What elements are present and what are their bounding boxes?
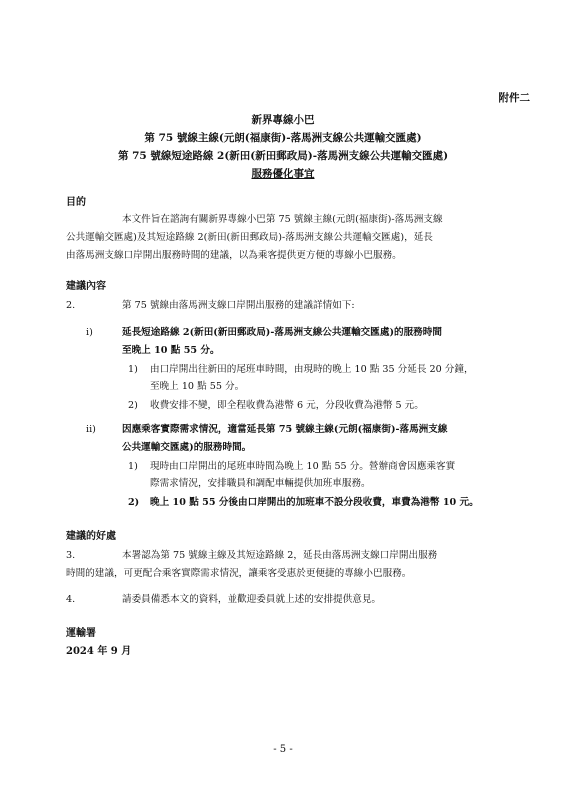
item-ii-2-text: 晚上 10 點 55 分後由口岸開出的加班車不設分段收費，車費為港幣 10 元。	[150, 497, 479, 508]
item-i-1-line-1: 由口岸開出往新田的尾班車時間，由現時的晚上 10 點 35 分延長 20 分鐘，	[150, 364, 474, 375]
item-i-line-2: 至晚上 10 點 55 分。	[122, 345, 220, 356]
signoff-department: 運輸署	[66, 628, 96, 639]
page-number: - 5 -	[273, 744, 293, 755]
item-i-line-1: 延長短途路線 2(新田(新田郵政局)-落馬洲支線公共運輸交匯處)的服務時間	[122, 327, 442, 338]
para-4-text: 請委員備悉本文的資料，並歡迎委員就上述的安排提供意見。	[122, 594, 382, 605]
para-3-line-2: 時間的建議，可更配合乘客實際需求情況，讓乘客受惠於更便捷的專線小巴服務。	[66, 568, 412, 579]
purpose-heading: 目的	[66, 197, 86, 208]
item-i-2-text: 收費安排不變，即全程收費為港幣 6 元，分段收費為港幣 5 元。	[150, 400, 424, 411]
title-line-1: 新界專線小巴	[251, 114, 315, 126]
item-i-number: i)	[86, 327, 93, 338]
item-i-1-line-2: 至晚上 10 點 55 分。	[150, 381, 245, 392]
para-4-number: 4.	[66, 594, 76, 605]
para-3-number: 3.	[66, 550, 76, 561]
annex-label: 附件二	[498, 92, 530, 104]
signoff-date: 2024 年 9 月	[66, 646, 132, 657]
item-ii-line-2: 公共運輸交匯處)的服務時間。	[122, 442, 252, 453]
item-i-2-number: 2)	[128, 400, 138, 411]
para-2-text: 第 75 號線由落馬洲支線口岸開出服務的建議詳情如下:	[122, 300, 355, 311]
item-ii-1-line-1: 現時由口岸開出的尾班車時間為晚上 10 點 55 分。營辦商會因應乘客實	[150, 461, 456, 472]
title-line-4	[0, 167, 566, 181]
item-ii-line-1: 因應乘客實際需求情況，適當延長第 75 號線主線(元朗(福康街)-落馬洲支線	[122, 424, 448, 435]
title-line-2: 第 75 號線主線(元朗(福康街)-落馬洲支線公共運輸交匯處)	[144, 132, 422, 144]
item-ii-2-number: 2)	[128, 497, 140, 508]
item-ii-1-line-2: 際需求情況，安排職員和調配車輛提供加班車服務。	[150, 478, 371, 489]
purpose-text-1: 本文件旨在諮詢有關新界專線小巴第 75 號線主線(元朗(福康街)-落馬洲支線	[122, 214, 443, 225]
purpose-text-3: 由落馬洲支線口岸開出服務時間的建議，以為乘客提供更方便的專線小巴服務。	[66, 250, 402, 261]
purpose-text-2: 公共運輸交匯處)及其短途路線 2(新田(新田郵政局)-落馬洲支線公共運輸交匯處)，延長	[66, 232, 433, 243]
item-ii-1-number: 1)	[128, 461, 138, 472]
benefits-heading: 建議的好處	[66, 531, 116, 542]
para-2-number: 2.	[66, 300, 76, 311]
item-ii-number: ii)	[86, 424, 96, 435]
title-underlined: 服務優化事宜	[251, 168, 315, 180]
item-i-1-number: 1)	[128, 364, 138, 375]
title-line-3: 第 75 號線短途路線 2(新田(新田郵政局)-落馬洲支線公共運輸交匯處)	[117, 150, 449, 162]
proposal-heading: 建議內容	[66, 281, 106, 292]
para-3-line-1: 本署認為第 75 號線主線及其短途路線 2，延長由落馬洲支線口岸開出服務	[122, 550, 438, 561]
